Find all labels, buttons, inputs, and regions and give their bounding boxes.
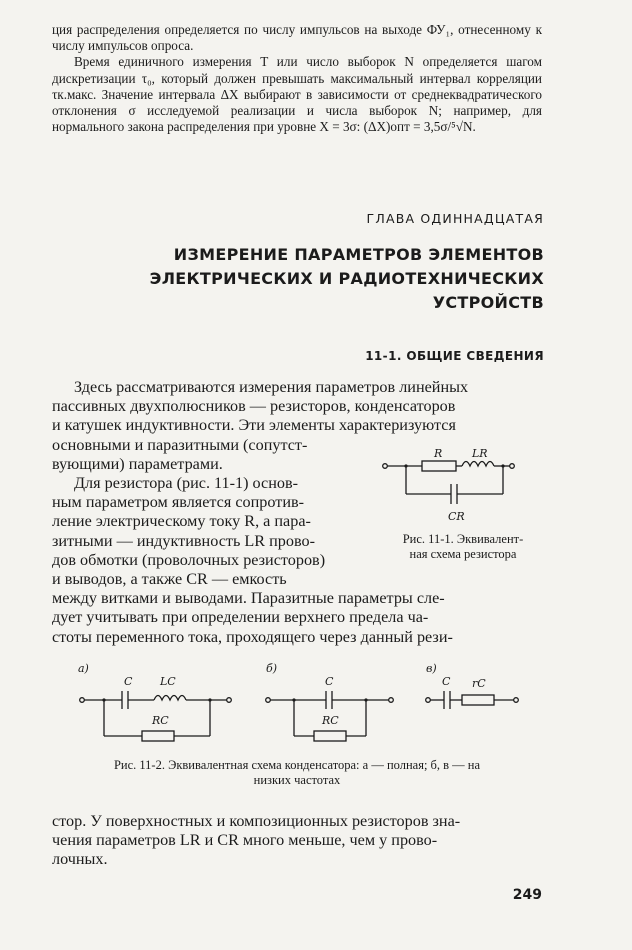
resistor-rc	[142, 731, 174, 741]
body-line: дует учитывать при определении верхнего предела ча-	[52, 608, 429, 627]
inductor-lr	[462, 462, 494, 467]
label-c: C	[325, 675, 334, 688]
inductor-lc	[154, 696, 186, 701]
label-rc: RC	[322, 714, 339, 727]
body-line: стор. У поверхностных и композиционных резисторов зна-	[52, 812, 461, 830]
body-line: вующими) параметрами.	[52, 454, 223, 473]
label-rc-small: rC	[472, 677, 486, 690]
label-c: C	[124, 675, 133, 688]
title-line-1: ИЗМЕРЕНИЕ ПАРАМЕТРОВ ЭЛЕМЕНТОВ	[173, 245, 544, 264]
label-c: C	[442, 675, 451, 688]
body-line: пассивных двухполюсников — резисторов, конденсаторов	[52, 397, 456, 416]
terminal-left	[383, 464, 388, 469]
body-line: дов обмотки (проволочных резисторов)	[52, 550, 326, 569]
terminal-right	[510, 464, 515, 469]
figure-11-1-caption	[378, 532, 548, 562]
caption-line: низких частотах	[253, 773, 341, 787]
top-text	[52, 22, 542, 135]
page-number: 249	[512, 887, 542, 903]
body-line: ление электрическому току R, а пара-	[52, 512, 311, 531]
body-text-top	[52, 378, 542, 436]
label-lr: LR	[472, 447, 488, 460]
figure-11-2-capacitor-circuits	[60, 660, 540, 752]
panel-c-letter: в)	[426, 662, 437, 675]
body-line: зитными — индуктивность LR прово-	[52, 531, 315, 550]
body-line: Здесь рассматриваются измерения параметров линейных	[74, 378, 469, 396]
paragraph-sampling: Время единичного измерения T или число выборок N определяется шагом дискретизации τ₀, который должен превышать максимальный интервал корреляции τк.макс. Значение интервала ΔX выбирают в зависимости от среднеквадратического отклонения σ исследуемой реализации и числа выборок N; например, для нормального закона распределения при уровне X = 3σ: (ΔX)опт = 3,5σ/⁵√N.	[52, 54, 542, 135]
section-heading: 11-1. ОБЩИЕ СВЕДЕНИЯ	[365, 349, 544, 363]
body-line: и катушек индуктивности. Эти элементы характеризуются	[52, 416, 456, 435]
body-line: и выводов, а также CR — емкость	[52, 570, 287, 589]
panel-a	[78, 662, 231, 741]
resistor-r	[422, 461, 456, 471]
panel-c	[426, 662, 519, 709]
paragraph-continuation: ция распределения определяется по числу импульсов на выходе ФУ₁, отнесенному к числу импульсов опроса.	[52, 22, 542, 54]
body-text-continuation	[52, 812, 542, 870]
body-line: чения параметров LR и CR много меньше, чем у прово-	[52, 831, 438, 850]
figure-11-2-caption	[52, 758, 542, 788]
body-line: Для резистора (рис. 11-1) основ-	[74, 474, 299, 492]
body-line: между витками и выводами. Паразитные параметры сле-	[52, 589, 445, 608]
body-line: основными и паразитными (сопутст-	[52, 435, 308, 454]
body-line: ным параметром является сопротив-	[52, 493, 305, 512]
figure-11-1-resistor-circuit	[378, 446, 548, 526]
caption-line: ная схема резистора	[409, 547, 517, 561]
body-line: лочных.	[52, 850, 108, 869]
title-line-3: УСТРОЙСТВ	[432, 293, 544, 312]
caption-line: Рис. 11-1. Эквивалент-	[402, 532, 524, 546]
label-r: R	[434, 447, 443, 460]
panel-b	[266, 662, 394, 741]
caption-line: Рис. 11-2. Эквивалентная схема конденсатора: а — полная; б, в — на	[113, 758, 481, 772]
resistor-rc-series	[462, 695, 494, 705]
resistor-rc	[314, 731, 346, 741]
body-text-narrow	[52, 436, 368, 590]
label-lc: LC	[160, 675, 176, 688]
panel-a-letter: а)	[78, 662, 89, 675]
panel-b-letter: б)	[266, 662, 278, 675]
chapter-title	[24, 243, 544, 315]
label-cr: CR	[448, 510, 465, 523]
label-rc: RC	[152, 714, 169, 727]
body-text-bottom	[52, 589, 542, 647]
chapter-heading: ГЛАВА ОДИННАДЦАТАЯ	[366, 211, 544, 226]
body-line: стоты переменного тока, проходящего через данный рези-	[52, 627, 453, 646]
title-line-2: ЭЛЕКТРИЧЕСКИХ И РАДИОТЕХНИЧЕСКИХ	[149, 269, 544, 288]
